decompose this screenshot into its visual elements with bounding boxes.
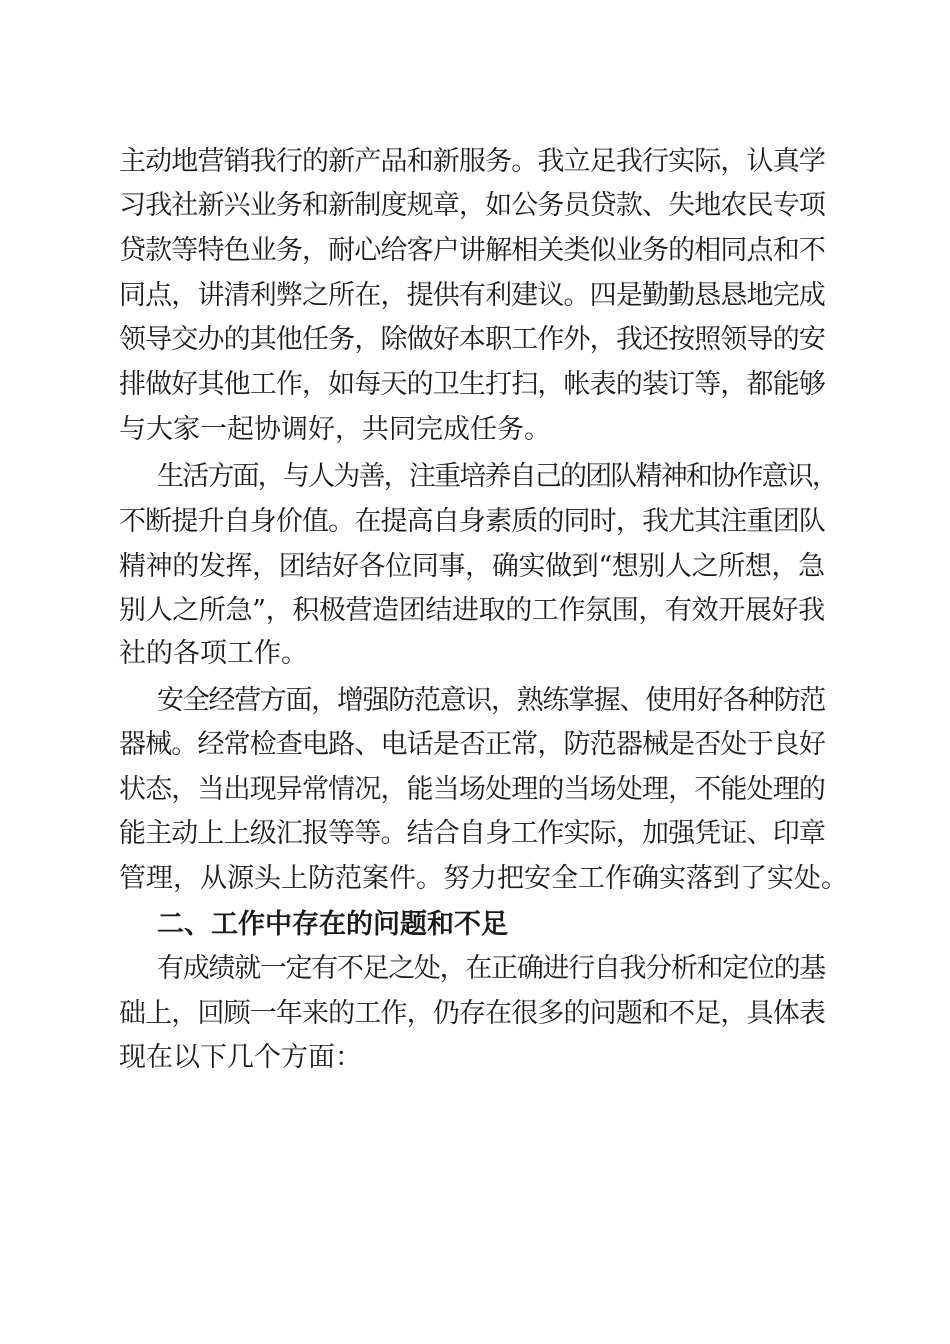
paragraph-line: 管理，从源头上防范案件。努力把安全工作确实落到了实处。 <box>119 863 848 894</box>
paragraph-line: 生活方面，与人为善，注重培养自己的团队精神和协作意识， <box>157 461 837 492</box>
paragraph-line: 状态，当出现异常情况，能当场处理的当场处理，不能处理的 <box>119 774 825 805</box>
paragraph-line: 与大家一起协调好，共同完成任务。 <box>119 414 551 445</box>
paragraph-line: 排做好其他工作，如每天的卫生打扫，帐表的装订等，都能够 <box>119 369 825 400</box>
paragraph-line: 精神的发挥，团结好各位同事，确实做到“想别人之所想，急 <box>119 551 825 582</box>
section-heading: 二、工作中存在的问题和不足 <box>157 909 508 940</box>
paragraph-line: 器械。经常检查电路、电话是否正常，防范器械是否处于良好 <box>119 729 825 760</box>
paragraph-line: 贷款等特色业务，耐心给客户讲解相关类似业务的相同点和不 <box>119 235 825 266</box>
paragraph-line: 不断提升自身价值。在提高自身素质的同时，我尤其注重团队 <box>119 506 825 537</box>
paragraph-line: 现在以下几个方面： <box>119 1042 362 1073</box>
paragraph-line: 主动地营销我行的新产品和新服务。我立足我行实际，认真学 <box>119 146 825 177</box>
paragraph-line: 同点，讲清利弊之所在，提供有利建议。四是勤勤恳恳地完成 <box>119 280 825 311</box>
paragraph-line: 安全经营方面，增强防范意识，熟练掌握、使用好各种防范 <box>157 685 825 716</box>
paragraph-line: 别人之所急”，积极营造团结进取的工作氛围，有效开展好我 <box>119 595 825 626</box>
paragraph-line: 础上，回顾一年来的工作，仍存在很多的问题和不足，具体表 <box>119 998 825 1029</box>
paragraph-line: 能主动上上级汇报等等。结合自身工作实际，加强凭证、印章 <box>119 818 825 849</box>
paragraph-line: 社的各项工作。 <box>119 638 308 669</box>
paragraph-line: 有成绩就一定有不足之处，在正确进行自我分析和定位的基 <box>157 953 825 984</box>
paragraph-line: 领导交办的其他任务，除做好本职工作外，我还按照领导的安 <box>119 324 825 355</box>
paragraph-line: 习我社新兴业务和新制度规章，如公务员贷款、失地农民专项 <box>119 190 825 221</box>
